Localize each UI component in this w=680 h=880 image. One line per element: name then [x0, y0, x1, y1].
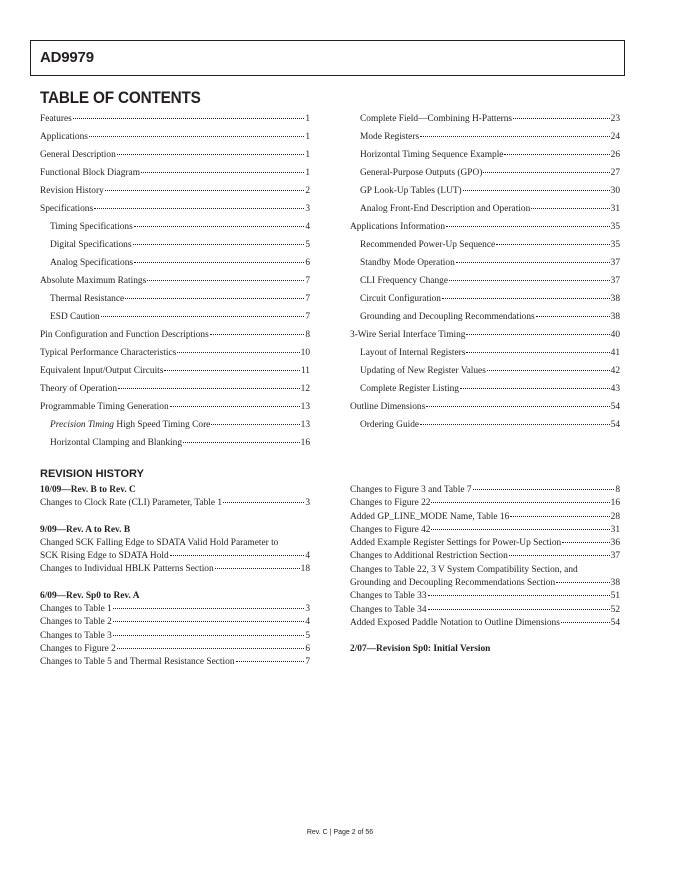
- revision-page-number: 37: [610, 551, 620, 562]
- dot-leader: [118, 388, 300, 389]
- dot-leader: [105, 190, 305, 191]
- revision-entry-text: Changes to Additional Restriction Section: [350, 551, 508, 562]
- toc-page-number: 35: [610, 222, 620, 232]
- toc-entry[interactable]: [350, 164, 620, 182]
- dot-leader: [463, 190, 610, 191]
- revision-entry: [40, 563, 310, 576]
- toc-page-number: 42: [610, 366, 620, 376]
- dot-leader: [73, 118, 305, 119]
- revision-entry-text: Added Example Register Settings for Power-Up Section: [350, 538, 562, 549]
- revision-page-number: 8: [615, 485, 620, 495]
- dot-leader: [556, 582, 609, 583]
- revision-page-number: 38: [610, 578, 620, 589]
- dot-leader: [134, 226, 305, 227]
- toc-page-number: 40: [610, 330, 620, 340]
- toc-page-number: 54: [610, 420, 620, 430]
- toc-entry[interactable]: [40, 146, 310, 164]
- toc-entry[interactable]: [40, 128, 310, 146]
- toc-entry-label-italic: Precision Timing: [50, 420, 114, 430]
- revision-history-title: REVISION HISTORY: [40, 468, 144, 480]
- toc-entry[interactable]: [40, 110, 310, 128]
- toc-page-number: 13: [300, 402, 310, 412]
- dot-leader: [420, 424, 610, 425]
- dot-leader: [94, 208, 304, 209]
- toc-page-number: 2: [305, 186, 310, 196]
- toc-entry[interactable]: [40, 164, 310, 182]
- dot-leader: [460, 388, 610, 389]
- revision-entry: [350, 497, 620, 510]
- revision-heading: 6/09—Rev. Sp0 to Rev. A: [40, 590, 140, 601]
- toc-entry-label: Circuit Configuration: [360, 294, 441, 304]
- revision-page-number: 4: [305, 551, 310, 562]
- toc-title: TABLE OF CONTENTS: [40, 88, 201, 107]
- revision-entry-text: Changes to Table 2: [40, 617, 112, 628]
- toc-entry-label: General-Purpose Outputs (GPO): [360, 168, 483, 178]
- dot-leader: [428, 595, 610, 596]
- toc-entry[interactable]: [40, 182, 310, 200]
- toc-entry[interactable]: [350, 272, 620, 290]
- revision-entry-text: Changes to Individual HBLK Patterns Section: [40, 564, 214, 575]
- toc-entry-label: Specifications: [40, 204, 94, 214]
- revision-entry: [350, 617, 620, 630]
- dot-leader: [496, 244, 609, 245]
- dot-leader: [426, 406, 609, 407]
- dot-leader: [509, 555, 610, 556]
- dot-leader: [215, 568, 300, 569]
- revision-entry-text: Changes to Table 1: [40, 604, 112, 615]
- toc-entry[interactable]: [350, 218, 620, 236]
- revision-page-number: 3: [305, 604, 310, 615]
- dot-leader: [431, 502, 609, 503]
- revision-page-number: 31: [610, 524, 620, 535]
- dot-leader: [473, 489, 615, 490]
- revision-entry: [40, 630, 310, 643]
- toc-entry-label: Applications Information: [350, 222, 446, 232]
- dot-leader: [531, 208, 609, 209]
- toc-page-number: 12: [300, 384, 310, 394]
- dot-leader: [141, 172, 304, 173]
- revision-spacer: [350, 630, 620, 643]
- revision-heading: 10/09—Rev. B to Rev. C: [40, 485, 136, 495]
- dot-leader: [170, 555, 305, 556]
- toc-page-number: 7: [305, 276, 310, 286]
- revision-history-left-column: [40, 484, 310, 670]
- revision-entry-text: Added GP_LINE_MODE Name, Table 16: [350, 511, 510, 522]
- revision-entry: [350, 577, 620, 590]
- toc-left-column: [40, 110, 310, 452]
- toc-page-number: 4: [305, 222, 310, 232]
- toc-entry-label: CLI Frequency Change: [360, 276, 448, 286]
- header-box: [30, 40, 625, 76]
- dot-leader: [561, 622, 610, 623]
- dot-leader: [456, 262, 610, 263]
- toc-page-number: 6: [305, 258, 310, 268]
- revision-entry-text: Changes to Clock Rate (CLI) Parameter, Table 1: [40, 498, 223, 509]
- toc-entry-label: Complete Register Listing: [360, 384, 459, 394]
- toc-page-number: 5: [305, 240, 310, 250]
- dot-leader: [442, 298, 610, 299]
- toc-entry[interactable]: [40, 380, 310, 398]
- toc-page-number: 27: [610, 168, 620, 178]
- toc-entry-label: Layout of Internal Registers: [360, 348, 466, 358]
- toc-entry-label: Functional Block Diagram: [40, 168, 140, 178]
- toc-entry-label: Analog Specifications: [50, 258, 134, 268]
- toc-page-number: 8: [305, 330, 310, 340]
- revision-entry-text: Changes to Figure 42: [350, 524, 431, 535]
- toc-page-number: 13: [300, 420, 310, 430]
- toc-page-number: 38: [610, 312, 620, 322]
- revision-page-number: 52: [610, 604, 620, 615]
- toc-entry-label: Analog Front-End Description and Operation: [360, 204, 531, 214]
- toc-entry[interactable]: [350, 128, 620, 146]
- toc-page-number: 16: [300, 438, 310, 448]
- toc-entry-label: Horizontal Timing Sequence Example: [360, 150, 504, 160]
- toc-entry[interactable]: [40, 200, 310, 218]
- toc-entry-label: Thermal Resistance: [50, 294, 125, 304]
- toc-entry[interactable]: [350, 380, 620, 398]
- toc-entry-label: Revision History: [40, 186, 104, 196]
- toc-entry[interactable]: [40, 326, 310, 344]
- toc-entry[interactable]: [350, 344, 620, 362]
- toc-page-number: 7: [305, 312, 310, 322]
- revision-entry-text: Changes to Table 33: [350, 591, 427, 602]
- dot-leader: [513, 118, 610, 119]
- toc-entry-label: Horizontal Clamping and Blanking: [50, 438, 183, 448]
- revision-page-number: 28: [610, 511, 620, 522]
- revision-entry: [40, 643, 310, 656]
- dot-leader: [89, 136, 304, 137]
- revision-entry: [40, 656, 310, 669]
- dot-leader: [113, 608, 304, 609]
- revision-entry: [350, 550, 620, 563]
- revision-entry-text: Added Exposed Paddle Notation to Outline Dimensions: [350, 617, 560, 628]
- toc-entry-label: General Description: [40, 150, 116, 160]
- revision-entry: [350, 537, 620, 550]
- revision-entry-text: Changed SCK Falling Edge to SDATA Valid Hold Parameter to: [40, 537, 279, 548]
- toc-page-number: 3: [305, 204, 310, 214]
- toc-entry-label: Programmable Timing Generation: [40, 402, 169, 412]
- toc-entry[interactable]: [350, 308, 620, 326]
- dot-leader: [125, 298, 304, 299]
- revision-entry-text: Changes to Figure 2: [40, 643, 116, 654]
- toc-entry-label: Digital Specifications: [50, 240, 132, 250]
- toc-entry[interactable]: [350, 362, 620, 380]
- toc-entry-label: Absolute Maximum Ratings: [40, 276, 147, 286]
- dot-leader: [170, 406, 300, 407]
- revision-page-number: 3: [305, 498, 310, 509]
- revision-page-number: 5: [305, 630, 310, 641]
- toc-entry[interactable]: [40, 272, 310, 290]
- dot-leader: [211, 424, 299, 425]
- toc-entry[interactable]: [40, 254, 310, 272]
- dot-leader: [431, 529, 609, 530]
- toc-entry[interactable]: [40, 290, 310, 308]
- toc-entry-label: Outline Dimensions: [350, 402, 426, 412]
- revision-entry: [350, 484, 620, 497]
- toc-page-number: 10: [300, 348, 310, 358]
- toc-page-number: 26: [610, 150, 620, 160]
- toc-entry[interactable]: [40, 398, 310, 416]
- toc-entry-label: Grounding and Decoupling Recommendations: [360, 312, 535, 322]
- toc-page-number: 43: [610, 384, 620, 394]
- dot-leader: [420, 136, 610, 137]
- revision-spacer: [40, 511, 310, 524]
- dot-leader: [183, 442, 300, 443]
- toc-entry-label: Standby Mode Operation: [360, 258, 455, 268]
- revision-entry: [350, 604, 620, 617]
- toc-entry-label-rest: High Speed Timing Core: [113, 420, 211, 430]
- toc-entry[interactable]: [350, 110, 620, 128]
- dot-leader: [510, 516, 609, 517]
- revision-entry: [40, 497, 310, 510]
- dot-leader: [210, 334, 305, 335]
- revision-entry-text: Changes to Table 22, 3 V System Compatibility Section, and: [350, 564, 578, 575]
- revision-page-number: 36: [610, 538, 620, 549]
- dot-leader: [117, 648, 305, 649]
- part-number: AD9979: [40, 49, 94, 66]
- toc-entry-label: [50, 416, 210, 434]
- revision-page-number: 4: [305, 617, 310, 628]
- toc-entry-label: Typical Performance Characteristics: [40, 348, 177, 358]
- revision-page-number: 18: [300, 564, 310, 575]
- dot-leader: [536, 316, 610, 317]
- dot-leader: [428, 609, 610, 610]
- toc-entry-label: Pin Configuration and Function Descriptions: [40, 330, 209, 340]
- toc-right-column: [350, 110, 620, 434]
- toc-entry-label: Ordering Guide: [360, 420, 420, 430]
- revision-entry: [350, 524, 620, 537]
- dot-leader: [449, 280, 610, 281]
- dot-leader: [483, 172, 609, 173]
- dot-leader: [177, 352, 299, 353]
- toc-entry[interactable]: [350, 290, 620, 308]
- toc-page-number: 31: [610, 204, 620, 214]
- toc-entry-label: Updating of New Register Values: [360, 366, 486, 376]
- revision-page-number: 16: [610, 498, 620, 509]
- toc-entry-label: ESD Caution: [50, 312, 100, 322]
- toc-entry[interactable]: [350, 398, 620, 416]
- revision-entry: [40, 616, 310, 629]
- revision-entry-text: Grounding and Decoupling Recommendations Section: [350, 578, 556, 589]
- dot-leader: [101, 316, 305, 317]
- toc-page-number: 1: [305, 150, 310, 160]
- toc-entry[interactable]: [40, 236, 310, 254]
- dot-leader: [223, 502, 304, 503]
- toc-entry[interactable]: [350, 416, 620, 434]
- revision-entry: [40, 550, 310, 563]
- toc-page-number: 30: [610, 186, 620, 196]
- toc-entry-label: Theory of Operation: [40, 384, 118, 394]
- revision-entry-text: Changes to Figure 22: [350, 498, 431, 509]
- dot-leader: [466, 334, 609, 335]
- page-footer: Rev. C | Page 2 of 56: [306, 829, 374, 836]
- revision-heading: 9/09—Rev. A to Rev. B: [40, 524, 131, 535]
- toc-page-number: 11: [300, 366, 310, 376]
- toc-entry[interactable]: [350, 236, 620, 254]
- toc-page-number: 54: [610, 402, 620, 412]
- toc-entry-label: Applications: [40, 132, 88, 142]
- toc-page-number: 23: [610, 114, 620, 124]
- dot-leader: [113, 621, 304, 622]
- dot-leader: [236, 661, 305, 662]
- revision-entry: [350, 590, 620, 603]
- toc-page-number: 1: [305, 168, 310, 178]
- dot-leader: [562, 542, 609, 543]
- toc-page-number: 37: [610, 258, 620, 268]
- toc-entry-label: 3-Wire Serial Interface Timing: [350, 330, 466, 340]
- dot-leader: [446, 226, 610, 227]
- revision-history-right-column: [350, 484, 620, 657]
- dot-leader: [113, 635, 304, 636]
- toc-page-number: 41: [610, 348, 620, 358]
- revision-page-number: 6: [305, 643, 310, 654]
- dot-leader: [117, 154, 305, 155]
- revision-spacer: [40, 577, 310, 590]
- dot-leader: [133, 244, 305, 245]
- toc-page-number: 37: [610, 276, 620, 286]
- toc-entry[interactable]: [40, 308, 310, 326]
- revision-page-number: 51: [610, 591, 620, 602]
- dot-leader: [164, 370, 300, 371]
- toc-page-number: 1: [305, 114, 310, 124]
- toc-entry-label: Features: [40, 114, 72, 124]
- toc-page-number: 35: [610, 240, 620, 250]
- revision-heading: 2/07—Revision Sp0: Initial Version: [350, 644, 491, 655]
- toc-entry-label: Mode Registers: [360, 132, 420, 142]
- toc-entry[interactable]: [350, 146, 620, 164]
- toc-entry[interactable]: [40, 434, 310, 452]
- revision-entry-text: Changes to Table 5 and Thermal Resistance Section: [40, 657, 235, 668]
- toc-entry-label: Recommended Power-Up Sequence: [360, 240, 496, 250]
- dot-leader: [504, 154, 609, 155]
- toc-entry-label: GP Look-Up Tables (LUT): [360, 186, 462, 196]
- toc-entry-label: Equivalent Input/Output Circuits: [40, 366, 164, 376]
- toc-page-number: 24: [610, 132, 620, 142]
- toc-entry-label: Complete Field—Combining H-Patterns: [360, 114, 513, 124]
- toc-entry[interactable]: [40, 362, 310, 380]
- revision-page-number: 7: [305, 657, 310, 668]
- toc-entry-label: Timing Specifications: [50, 222, 133, 232]
- revision-entry-text: SCK Rising Edge to SDATA Hold: [40, 551, 169, 562]
- toc-entry[interactable]: [40, 218, 310, 236]
- revision-entry-text: Changes to Figure 3 and Table 7: [350, 485, 472, 495]
- toc-entry[interactable]: [350, 254, 620, 272]
- dot-leader: [487, 370, 610, 371]
- revision-entry-text: Changes to Table 34: [350, 604, 427, 615]
- revision-page-number: 54: [610, 617, 620, 628]
- revision-entry: [40, 603, 310, 616]
- dot-leader: [466, 352, 609, 353]
- toc-page-number: 1: [305, 132, 310, 142]
- toc-page-number: 38: [610, 294, 620, 304]
- toc-entry[interactable]: [350, 200, 620, 218]
- revision-entry-text: Changes to Table 3: [40, 630, 112, 641]
- toc-entry[interactable]: [40, 344, 310, 362]
- toc-page-number: 7: [305, 294, 310, 304]
- dot-leader: [147, 280, 304, 281]
- toc-entry[interactable]: [350, 326, 620, 344]
- revision-entry: [350, 511, 620, 524]
- dot-leader: [134, 262, 304, 263]
- toc-entry[interactable]: [40, 416, 310, 434]
- toc-entry[interactable]: [350, 182, 620, 200]
